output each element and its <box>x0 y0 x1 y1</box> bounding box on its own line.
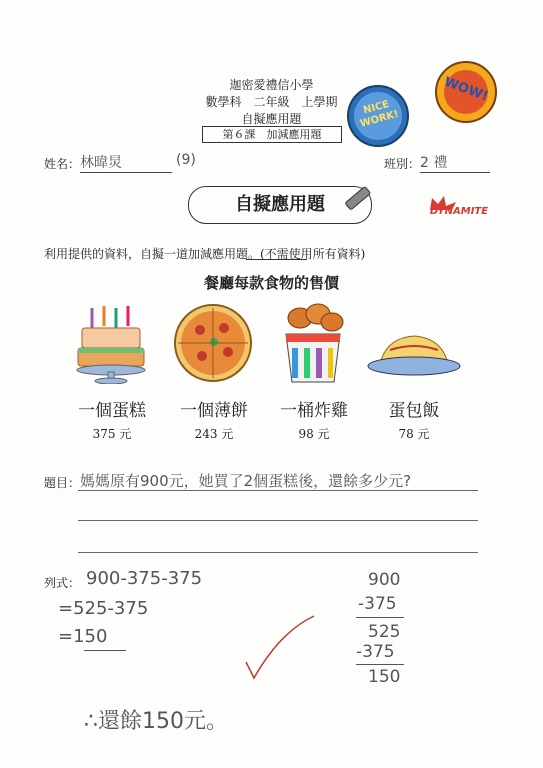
food-price-chicken: 98 元 <box>298 427 330 441</box>
answer-line-2 <box>78 520 478 521</box>
instruction-underline <box>246 259 307 260</box>
check-mark-icon <box>240 612 320 686</box>
work-line-2: =525-375 <box>58 598 149 619</box>
question-text: 媽媽原有900元，她買了2個蛋糕後，還餘多少元? <box>80 472 412 490</box>
dynamite-sticker <box>424 192 494 232</box>
vertical-calc-3: 525 <box>368 622 401 642</box>
result-underline <box>84 650 126 651</box>
name-value: 林暐炅 <box>80 152 172 173</box>
instruction-text: 利用提供的資料，自擬一道加減應用題。(不需使用所有資料) <box>44 247 366 261</box>
nice-work-sticker <box>346 84 410 148</box>
final-answer: ∴還餘150元。 <box>84 709 228 734</box>
pencil-icon <box>338 180 378 220</box>
vertical-calc-rule-1 <box>356 617 404 618</box>
food-name-omelette: 蛋包飯 <box>388 401 440 421</box>
work-line-3: =150 <box>58 626 108 647</box>
vertical-calc-4: -375 <box>356 642 395 662</box>
food-name-pizza: 一個薄餅 <box>180 401 248 421</box>
omelette-rice-icon <box>366 328 462 378</box>
vertical-calc-2: -375 <box>358 594 397 614</box>
section-title: 餐廳每款食物的售價 <box>203 274 339 292</box>
work-label: 列式： <box>44 576 81 590</box>
work-line-1: 900-375-375 <box>86 568 203 589</box>
school-name: 迦密愛禮信小學 <box>229 78 314 92</box>
food-price-cake: 375 元 <box>92 427 132 441</box>
cake-icon <box>72 302 150 384</box>
food-name-chicken: 一桶炸雞 <box>280 401 348 421</box>
nice-work-text: NICE WORK! <box>358 99 400 130</box>
main-title: 自擬應用題 <box>188 186 372 224</box>
answer-line-1 <box>78 490 478 491</box>
pizza-icon <box>172 302 254 384</box>
class-number: (9) <box>176 152 196 168</box>
food-price-pizza: 243 元 <box>194 427 234 441</box>
wow-sticker <box>434 60 498 124</box>
food-price-omelette: 78 元 <box>398 427 430 441</box>
vertical-calc-5: 150 <box>368 667 401 687</box>
name-label: 姓名： <box>44 157 81 171</box>
question-label: 題目： <box>44 476 81 490</box>
food-name-cake: 一個蛋糕 <box>78 401 146 421</box>
vertical-calc-rule-2 <box>356 664 404 665</box>
class-label: 班別： <box>384 157 421 171</box>
wow-text: WOW! <box>441 74 491 105</box>
answer-line-3 <box>78 552 478 553</box>
dynamite-text: DYNAMITE <box>429 206 489 217</box>
class-value: 2 禮 <box>420 152 490 173</box>
title-line: 自擬應用題 <box>241 112 302 126</box>
subject-line: 數學科 二年級 上學期 <box>205 95 338 109</box>
lesson-box: 第６課 加減應用題 <box>202 126 342 143</box>
vertical-calc-1: 900 <box>368 570 401 590</box>
fried-chicken-icon <box>278 300 348 386</box>
